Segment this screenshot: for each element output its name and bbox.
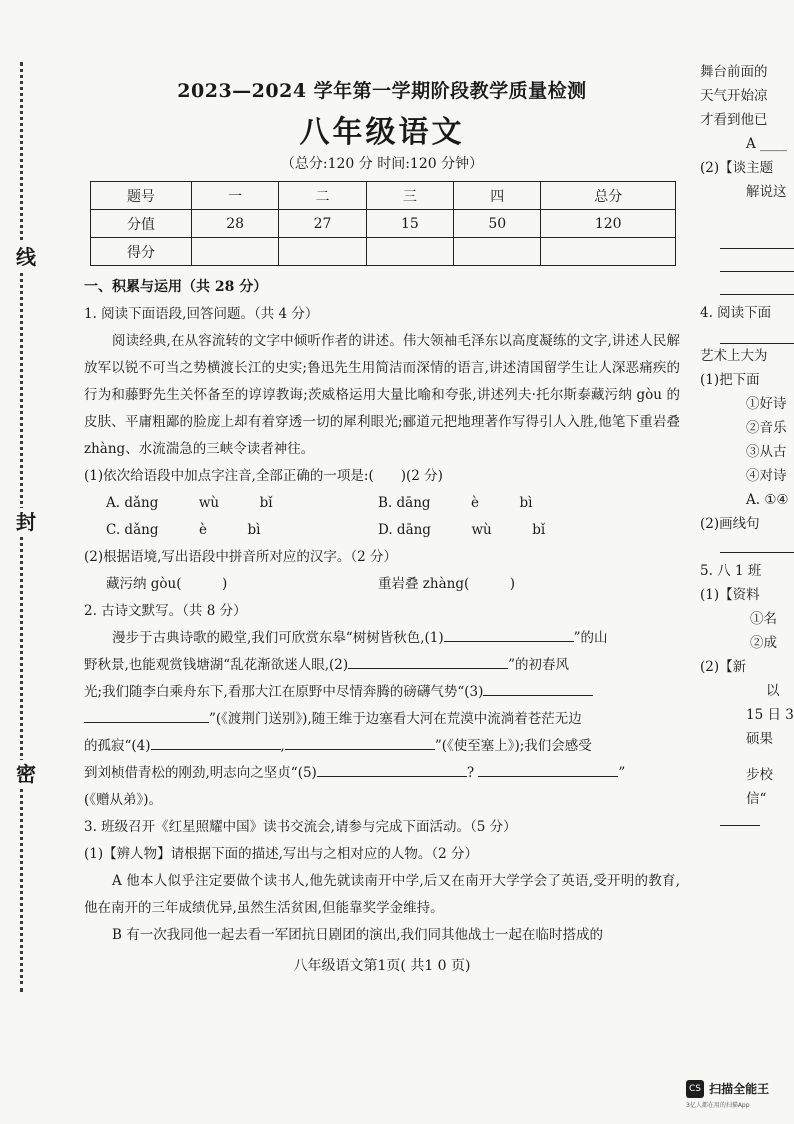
option-c[interactable] [84, 517, 356, 544]
question-2-prompt: 2. 古诗文默写。（共 8 分） [84, 603, 247, 619]
right-line: 艺术上大为 [700, 348, 768, 364]
next-page-column [700, 60, 794, 826]
answer-line[interactable] [720, 325, 794, 344]
answer-line[interactable] [720, 272, 794, 295]
option-b-b: è [471, 495, 480, 511]
score-got-row [91, 238, 676, 266]
answer-line[interactable] [720, 249, 794, 272]
score-got-cell[interactable] [279, 238, 366, 266]
option-b-label: B. dāng [378, 495, 431, 511]
poem-line-2 [84, 652, 680, 679]
right-line-spacer [700, 751, 794, 763]
right-line: (2)画线句 [700, 516, 760, 532]
option-a-c: bǐ [259, 495, 273, 511]
right-line: 信“ [746, 791, 767, 807]
section-heading: 一、积累与运用（共 28 分） [84, 279, 268, 295]
right-line: 步校 [746, 767, 773, 783]
right-line-spacer [700, 204, 794, 228]
option-c-label: C. dǎng [106, 522, 159, 538]
fill-zhang[interactable]: 重岩叠 zhàng( ) [378, 576, 516, 592]
right-line: ①名 [750, 611, 777, 627]
score-value-row [91, 210, 676, 238]
question-3-sub1: (1)【辨人物】请根据下面的描述,写出与之相对应的人物。（2 分） [84, 846, 479, 862]
option-c-c: bì [247, 522, 261, 538]
exam-page [84, 72, 680, 975]
right-line: (2)【新 [700, 659, 747, 675]
option-d-label: D. dāng [378, 522, 431, 538]
options-row-2 [84, 517, 680, 544]
question-1-sub2: (2)根据语境,写出语段中拼音所对应的汉字。（2 分） [84, 549, 398, 565]
poem-line-7: (《赠从弟》)。 [84, 792, 163, 808]
blank-3-cont[interactable] [84, 706, 209, 723]
question-3-desc-a: A 他本人似乎注定要做个读书人,他先就读南开中学,后又在南开大学学会了英语,受开明的教育,他在南开的三年成绩优异,虽然生活贫困,但能靠奖学金维持。 [84, 873, 680, 916]
score-value-cell: 120 [541, 210, 676, 238]
right-line: 以 [766, 683, 780, 699]
score-table [90, 181, 676, 266]
right-line: 4. 阅读下面 [700, 305, 772, 321]
poem-text: 光;我们随李白乘舟东下,看那大江在原野中尽情奔腾的磅礴气势“(3) [84, 684, 484, 700]
score-got-cell[interactable] [192, 238, 279, 266]
right-line: (2)【谈主题 [700, 160, 774, 176]
answer-line[interactable] [720, 536, 794, 553]
score-value-cell: 50 [454, 210, 541, 238]
right-line: 舞台前面的 [700, 64, 768, 80]
poem-text: ”的初春风 [508, 657, 570, 673]
poem-text: ”(《使至塞上》);我们会感受 [434, 738, 592, 754]
fill-row [84, 571, 680, 598]
option-b-c: bì [519, 495, 533, 511]
poem-text: ? [466, 765, 475, 781]
exam-meta: （总分:120 分 时间:120 分钟） [280, 156, 484, 172]
poem-line-6 [84, 760, 680, 787]
score-value-cell: 27 [279, 210, 366, 238]
question-1-prompt: 1. 阅读下面语段,回答问题。（共 4 分） [84, 306, 319, 322]
score-got-cell[interactable] [541, 238, 676, 266]
score-value-cell: 28 [192, 210, 279, 238]
blank-5b[interactable] [478, 760, 618, 777]
question-1-passage: 阅读经典,在从容流转的文字中倾听作者的讲述。伟大领袖毛泽东以高度凝练的文字,讲述人民解放军以锐不可当之势横渡长江的史实;鲁迅先生用简洁而深情的语言,讲述清国留学生让人深恶痛疾的行为和藤野先生关怀备至的谆谆教诲;茨威格运用大量比喻和夸张,讲述列夫·托尔斯泰藏污纳 gòu 的皮肤、平庸粗鄙的脸庞上却有着穿透一切的犀利眼光;郦道元把地理著作写得引人入胜,他笔下重岩叠 zhàng、水流湍急的三峡令读者神往。 [84, 333, 680, 457]
right-line: 硕果 [746, 731, 773, 747]
right-line: 5. 八 1 班 [700, 563, 762, 579]
right-line: 才看到他已 [700, 112, 768, 128]
score-got-cell[interactable] [454, 238, 541, 266]
question-3-desc-b: B 有一次我同他一起去看一军团抗日剧团的演出,我们同其他战士一起在临时搭成的 [112, 927, 604, 943]
poem-line-4 [84, 706, 680, 733]
right-line: A ____ [746, 136, 788, 152]
question-3-prompt: 3. 班级召开《红星照耀中国》读书交流会,请参与完成下面活动。（5 分） [84, 819, 517, 835]
option-a-label: A. dǎng [106, 495, 159, 511]
blank-2[interactable] [348, 652, 508, 669]
score-header-cell: 二 [279, 182, 366, 210]
score-header-cell: 三 [366, 182, 453, 210]
poem-text: ”的山 [573, 630, 608, 646]
answer-line[interactable] [720, 228, 794, 249]
right-line: 天气开始凉 [700, 88, 768, 104]
right-line: ②成 [750, 635, 777, 651]
score-got-label: 得分 [91, 238, 192, 266]
blank-5a[interactable] [317, 760, 467, 777]
blank-4b[interactable] [285, 733, 435, 750]
right-line: ①好诗 [746, 396, 787, 412]
score-got-cell[interactable] [366, 238, 453, 266]
poem-text: ” [618, 765, 626, 781]
options-row-1 [84, 490, 680, 517]
poem-text: 到刘桢借青松的刚劲,明志向之坚贞“(5) [84, 765, 317, 781]
poem-text: 野秋景,也能观赏钱塘湖“乱花渐欲迷人眼,(2) [84, 657, 349, 673]
poem-line-1 [84, 625, 680, 652]
score-header-cell: 总分 [541, 182, 676, 210]
scanner-watermark [686, 1078, 794, 1109]
poem-text: 漫步于古典诗歌的殿堂,我们可欣赏东皋“树树皆秋色,(1) [112, 630, 444, 646]
right-line-text: A [746, 136, 756, 152]
poem-text: ”(《渡荆门送别》),随王维于边塞看大河在荒漠中流淌着苍茫无边 [209, 711, 582, 727]
right-line: 15 日 3 [746, 707, 794, 723]
right-line: 解说这 [746, 184, 787, 200]
blank-1[interactable] [444, 625, 574, 642]
scanner-logo-icon: CS [686, 1080, 704, 1098]
right-line: A. ①④ [746, 492, 789, 508]
right-line: ④对诗 [746, 468, 787, 484]
seal-mark-mi: 密 [16, 762, 36, 786]
option-d[interactable] [356, 517, 628, 544]
right-line: (1)把下面 [700, 372, 760, 388]
score-header-row [91, 182, 676, 210]
score-header-cell: 四 [454, 182, 541, 210]
score-header-cell: 题号 [91, 182, 192, 210]
poem-line-3 [84, 679, 680, 706]
score-value-cell: 15 [366, 210, 453, 238]
scanner-tagline: 3亿人都在用的扫描App [686, 1101, 750, 1109]
score-header-cell: 一 [192, 182, 279, 210]
right-line: (1)【资料 [700, 587, 760, 603]
poem-line-5: 的孤寂“(4) , ”(《使至塞上》);我们会感受 [84, 733, 680, 760]
question-1-sub1: (1)依次给语段中加点字注音,全部正确的一项是:( )(2 分) [84, 468, 443, 484]
exam-title: 2023—2024 学年第一学期阶段教学质量检测 [177, 80, 587, 102]
page-footer: 八年级语文第1页( 共1 0 页) [293, 958, 471, 974]
blank-4a[interactable] [151, 733, 281, 750]
score-value-label: 分值 [91, 210, 192, 238]
option-c-b: è [198, 522, 207, 538]
option-d-b: wù [471, 522, 492, 538]
right-line: ②音乐 [746, 420, 787, 436]
scanner-brand-name: 扫描全能王 [709, 1082, 770, 1096]
option-d-c: bǐ [532, 522, 546, 538]
option-b[interactable] [356, 490, 628, 517]
poem-text: 的孤寂“(4) [84, 738, 151, 754]
blank-3[interactable] [483, 679, 593, 696]
seal-mark-xian: 线 [16, 245, 36, 269]
subject-title: 八年级语文 [299, 115, 465, 150]
option-a[interactable] [84, 490, 356, 517]
right-line: ③从古 [746, 444, 787, 460]
seal-mark-feng: 封 [16, 510, 36, 534]
fill-gou[interactable]: 藏污纳 gòu( ) [106, 576, 228, 592]
answer-line[interactable] [720, 811, 760, 826]
option-a-b: wù [198, 495, 220, 511]
